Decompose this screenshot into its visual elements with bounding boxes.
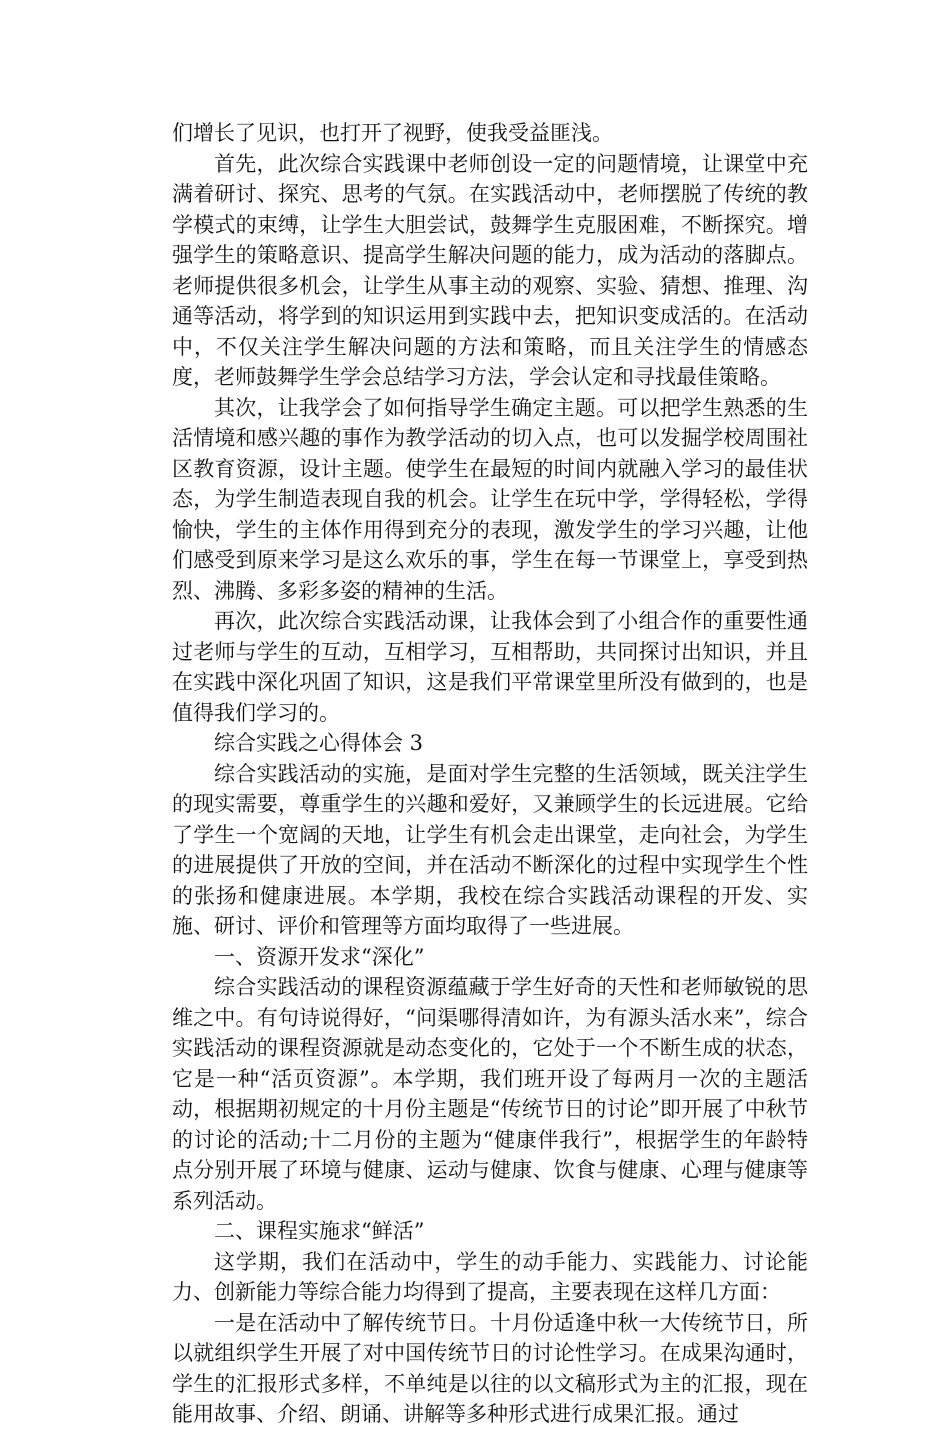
paragraph-7: 这学期，我们在活动中，学生的动手能力、实践能力、讨论能力、创新能力等综合能力均得到了提高，主要表现在这样几方面： <box>172 1249 808 1304</box>
paragraph-6: 综合实践活动的课程资源蕴藏于学生好奇的天性和老师敏锐的思维之中。有句诗说得好，“问渠哪得清如许，为有源头活水来”，综合实践活动的课程资源就是动态变化的，它处于一个不断生成的状态，它是一种“活页资源”。本学期，我们班开设了每两月一次的主题活动，根据期初规定的十月份主题是“传统节日的讨论”即开展了中秋节的讨论的活动;十二月份的主题为“健康伴我行”，根据学生的年龄特点分别开展了环境与健康、运动与健康、饮食与健康、心理与健康等系列活动。 <box>172 975 808 1213</box>
heading-course-implementation: 二、课程实施求“鲜活” <box>214 1219 425 1243</box>
paragraph-5: 综合实践活动的实施，是面对学生完整的生活领域，既关注学生的现实需要，尊重学生的兴趣和爱好，又兼顾学生的长远进展。它给了学生一个宽阔的天地，让学生有机会走出课堂，走向社会，为学生的进展提供了开放的空间，并在活动不断深化的过程中实现学生个性的张扬和健康进展。本学期，我校在综合实践活动课程的开发、实施、研讨、评价和管理等方面均取得了一些进展。 <box>172 761 808 938</box>
paragraph-3: 其次，让我学会了如何指导学生确定主题。可以把学生熟悉的生活情境和感兴趣的事作为教学活动的切入点，也可以发掘学校周围社区教育资源，设计主题。使学生在最短的时间内就融入学习的最佳状态，为学生制造表现自我的机会。让学生在玩中学，学得轻松，学得愉快，学生的主体作用得到充分的表现，激发学生的学习兴趣，让他们感受到原来学习是这么欢乐的事，学生在每一节课堂上，享受到热烈、沸腾、多彩多姿的精神的生活。 <box>172 395 808 603</box>
heading-resource-development: 一、资源开发求“深化” <box>214 944 425 969</box>
paragraph-4: 再次，此次综合实践活动课，让我体会到了小组合作的重要性通过老师与学生的互动，互相学习，互相帮助，共同探讨出知识，并且在实践中深化巩固了知识，这是我们平常课堂里所没有做到的，也是值得我们学习的。 <box>172 609 808 725</box>
document-body <box>172 118 808 1430</box>
section-title: 综合实践之心得体会 3 <box>214 731 424 755</box>
paragraph-2: 首先，此次综合实践课中老师创设一定的问题情境，让课堂中充满着研讨、探究、思考的气氛。在实践活动中，老师摆脱了传统的教学模式的束缚，让学生大胆尝试，鼓舞学生克服困难，不断探究。增强学生的策略意识、提高学生解决问题的能力，成为活动的落脚点。老师提供很多机会，让学生从事主动的观察、实验、猜想、推理、沟通等活动，将学到的知识运用到实践中去，把知识变成活的。在活动中，不仅关注学生解决问题的方法和策略，而且关注学生的情感态度，老师鼓舞学生学会总结学习方法，学会认定和寻找最佳策略。 <box>172 151 808 389</box>
paragraph-8: 一是在活动中了解传统节日。十月份适逢中秋一大传统节日，所以就组织学生开展了对中国传统节日的讨论性学习。在成果沟通时，学生的汇报形式多样，不单纯是以往的以文稿形式为主的汇报，现在能用故事、介绍、朗诵、讲解等多种形式进行成果汇报。通过 <box>172 1310 808 1426</box>
paragraph-1: 们增长了见识，也打开了视野，使我受益匪浅。 <box>172 121 613 145</box>
